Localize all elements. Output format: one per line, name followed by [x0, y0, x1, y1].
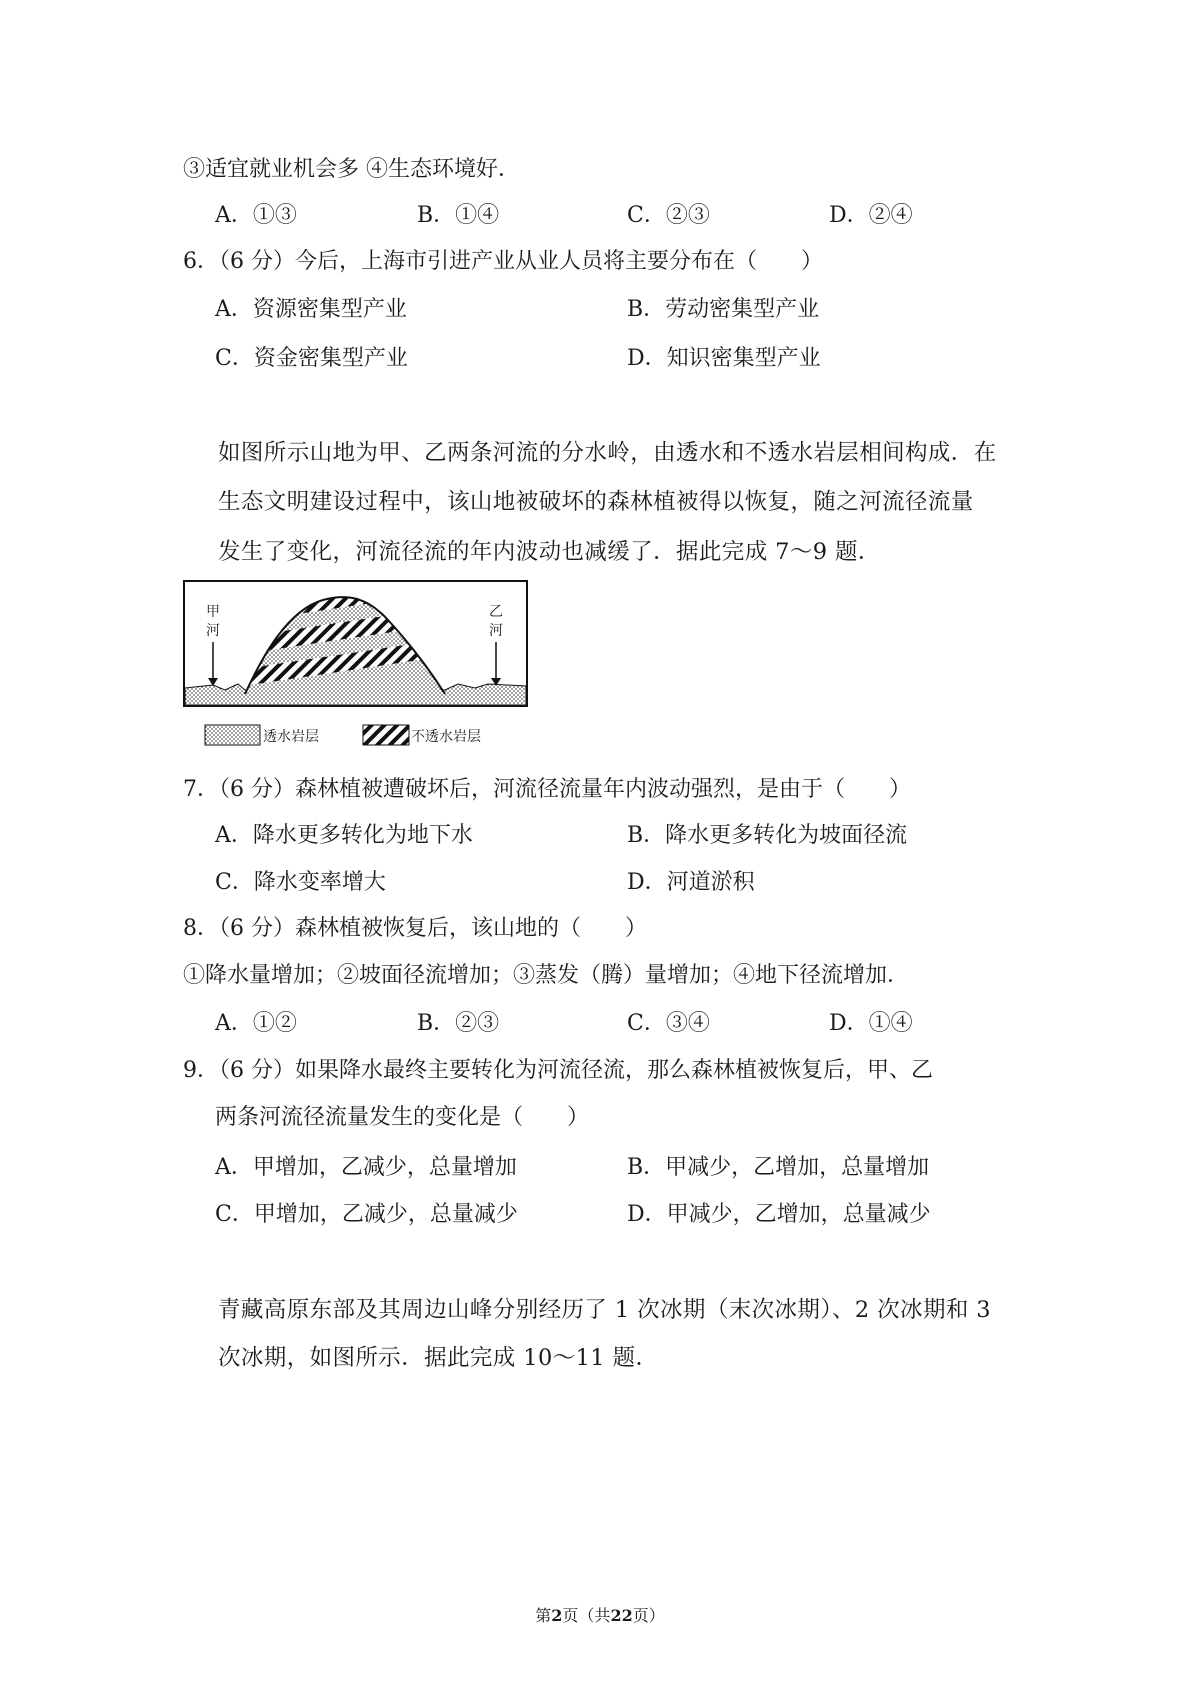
q6-stem: 6．（6 分）今后，上海市引进产业从业人员将主要分布在（ ）	[183, 249, 823, 274]
q5-option-b: B．①④	[417, 203, 500, 228]
passage2-line-2: 次冰期，如图所示．据此完成 10～11 题．	[218, 1345, 659, 1371]
q8-option-b: B．②③	[417, 1011, 500, 1036]
q9-option-d: D．甲减少，乙增加，总量减少	[627, 1202, 931, 1227]
footer-page-number: 2	[551, 1606, 563, 1625]
q5-option-a: A．①③	[215, 203, 297, 228]
passage1-line-1: 如图所示山地为甲、乙两条河流的分水岭，由透水和不透水岩层相间构成．在	[218, 440, 997, 466]
q6-option-a: A．资源密集型产业	[215, 297, 407, 322]
legend-permeable-swatch	[205, 725, 260, 745]
left-river-label-1: 甲	[206, 604, 220, 620]
passage1-line-3: 发生了变化，河流径流的年内波动也减缓了．据此完成 7～9 题．	[218, 539, 881, 565]
q8-option-d: D．①④	[829, 1011, 913, 1036]
q8-option-c: C．③④	[627, 1011, 710, 1036]
legend-impermeable-label: 不透水岩层	[411, 729, 481, 745]
q5-option-c: C．②③	[627, 203, 710, 228]
q7-option-b: B．降水更多转化为坡面径流	[627, 823, 908, 848]
q9-option-c: C．甲增加，乙减少，总量减少	[215, 1202, 518, 1227]
q9-stem-line-2: 两条河流径流量发生的变化是（ ）	[215, 1105, 590, 1130]
q9-option-a: A．甲增加，乙减少，总量增加	[215, 1155, 517, 1180]
legend-impermeable-swatch	[363, 725, 409, 745]
footer-total-pages: 22	[610, 1606, 633, 1625]
legend-permeable-label: 透水岩层	[263, 729, 319, 745]
q7-stem: 7．（6 分）森林植被遭破坏后，河流径流量年内波动强烈，是由于（ ）	[183, 777, 911, 802]
q7-option-d: D．河道淤积	[627, 870, 755, 895]
q7-option-a: A．降水更多转化为地下水	[215, 823, 473, 848]
q6-option-c: C．资金密集型产业	[215, 346, 408, 371]
left-river-label-2: 河	[206, 623, 220, 639]
q6-option-d: D．知识密集型产业	[627, 346, 821, 371]
q8-stem: 8．（6 分）森林植被恢复后，该山地的（ ）	[183, 916, 647, 941]
right-river-label-2: 河	[489, 623, 503, 639]
right-river-label-1: 乙	[489, 604, 503, 620]
q9-stem-line-1: 9．（6 分）如果降水最终主要转化为河流径流，那么森林植被恢复后，甲、乙	[183, 1058, 933, 1083]
footer-suffix: 页）	[632, 1606, 665, 1625]
watershed-cross-section-figure	[183, 580, 528, 755]
q7-option-c: C．降水变率增大	[215, 870, 386, 895]
q6-option-b: B．劳动密集型产业	[627, 297, 820, 322]
q9-option-b: B．甲减少，乙增加，总量增加	[627, 1155, 930, 1180]
footer-prefix: 第	[535, 1606, 552, 1625]
q8-option-a: A．①②	[215, 1011, 297, 1036]
q8-statements: ①降水量增加；②坡面径流增加；③蒸发（腾）量增加；④地下径流增加．	[183, 963, 910, 988]
passage1-line-2: 生态文明建设过程中，该山地被破坏的森林植被得以恢复，随之河流径流量	[218, 489, 974, 515]
passage2-line-1: 青藏高原东部及其周边山峰分别经历了 1 次冰期（末次冰期）、2 次冰期和 3	[218, 1297, 992, 1323]
q5-statement-tail: ③适宜就业机会多 ④生态环境好．	[183, 157, 520, 182]
page-footer	[0, 1603, 1200, 1626]
q5-option-d: D．②④	[829, 203, 913, 228]
footer-mid: 页（共	[562, 1606, 611, 1625]
